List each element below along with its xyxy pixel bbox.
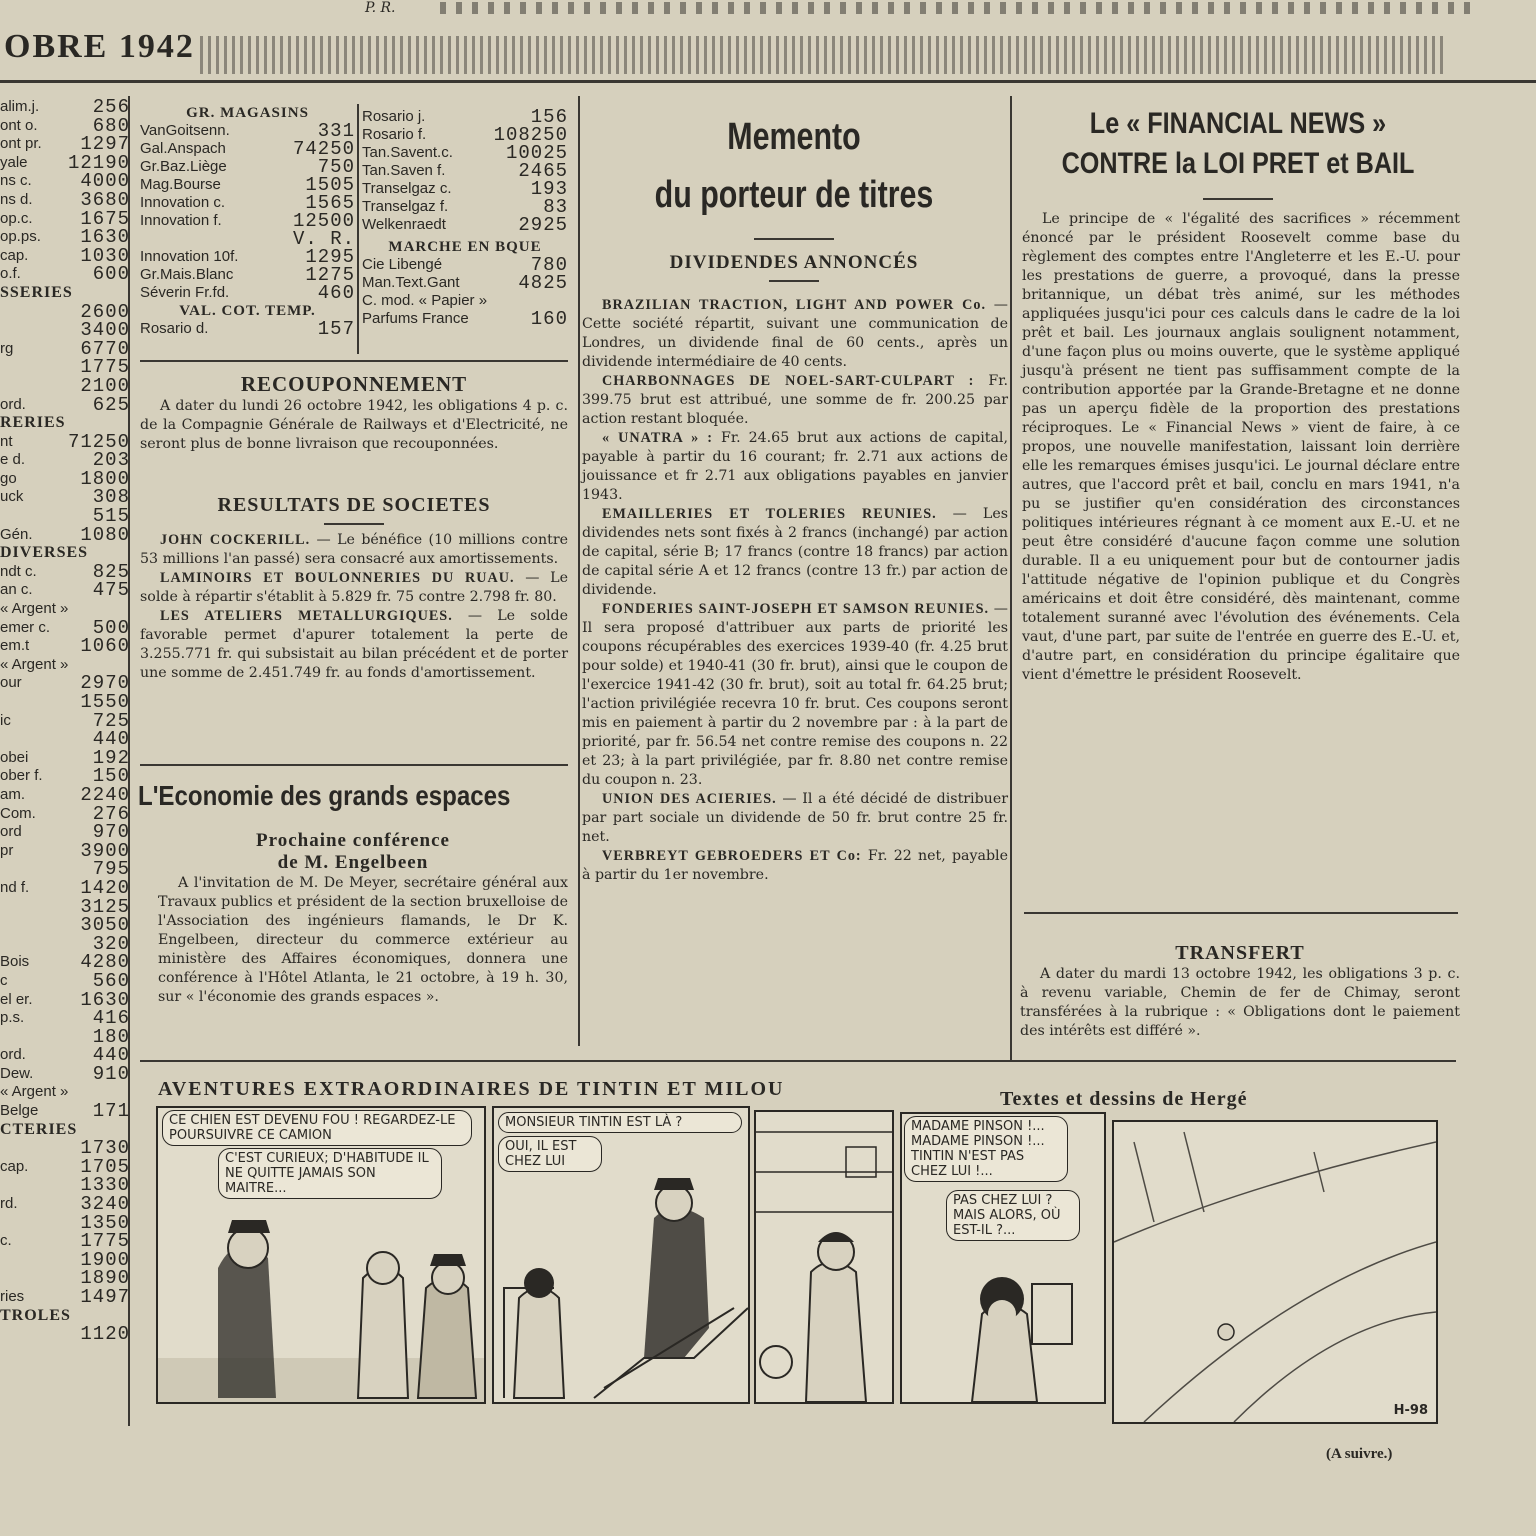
company-name: LES ATELIERS METALLURGIQUES. [160, 608, 453, 624]
stock-label: Innovation c. [140, 194, 226, 211]
memento-title-1: Memento [727, 116, 861, 158]
item-text: — Il sera proposé d'attribuer aux parts de priorité les coupons récupérables des exercices 1939-40 (fr. 4.25 brut pour solde) et 1940-41 (30 fr. brut), ainsi que le coupon de l'exercice 1941-42 (30 fr. brut), soit au total fr. 64.25 brut; l'action privilégiée recevra 10 fr. brut. Ces coupons seront mis en paiement à partir du 2 novembre par : à la part de priorité, par fr. 56.54 net contre remise des coupons n. 22 et 23; à la part privilégiée, par fr. 8.80 net contre remise du coupon n. 23. [582, 601, 1008, 788]
stock-price: 460 [317, 282, 355, 304]
news-item [140, 607, 568, 683]
comic-page-code: H-98 [1393, 1403, 1428, 1418]
stock-row [0, 265, 130, 284]
financial-text: Le principe de « l'égalité des sacrifices » récemment énoncé par le président Roosevelt comme base du règlement des comptes entre l'Angleterre et les E.-U. pour les prestations de guerre, a provoqué, dans la presse britannique, un débat très animé, sur les méthodes appliquées jusqu'ici pour ces calculs dans le cadre de la loi prêt et bail. Les journaux anglais soulignent notamment, d'une façon plus ou moins ouverte, que le système appliqué jusqu'à présent ne tient pas suffisamment compte de la contribution apportée par la Grande-Bretagne et ne donne pas un aperçu fidèle de la proportion des prestations réciproques. Le « Financial News » vient de faire, à ce propos, une nouvelle manifestation, laissant loin derrière elle les remarques émises jusqu'ici. Le journal déclare entre autres, que l'accord prêt et bail, conclu en mars 1941, n'a pu se justifier qu'en considération des circonstances politiques intérieures régnant à ce moment aux E.-U. et ne peut être considéré d'aucune façon comme une solution durable. Il a eu uniquement pour but de contourner jadis l'attitude négative de l'opinion publique et du Congrès américains et doit être considéré, dès maintenant, comme totalement suranné avec l'évolution des événements. Cela vaut, d'une part, par suite de l'entrée en guerre des E.-U. et, d'autre part, en considération du principe égalitaire que vient d'émettre le président Roosevelt. [1022, 211, 1460, 683]
section-rule [140, 360, 568, 362]
stock-price: 440 [92, 728, 130, 751]
company-name: VERBREYT GEBROEDERS ET Co: [602, 848, 862, 864]
company-name: CHARBONNAGES DE NOEL-SART-CULPART : [602, 373, 975, 389]
stock-price: 500 [92, 616, 130, 639]
news-item [582, 847, 1008, 885]
company-name: JOHN COCKERILL. [160, 532, 311, 548]
stock-section-heading: CTERIES [0, 1120, 78, 1138]
stock-label: ord. [0, 395, 26, 413]
stock-row [140, 284, 355, 302]
stock-price: 780 [530, 254, 568, 276]
stock-price: 3680 [80, 188, 130, 211]
comic-panel-3-drawing [756, 1112, 892, 1402]
stock-label: Rosario j. [362, 108, 426, 125]
stock-price: 4000 [80, 170, 130, 193]
stock-row [0, 916, 130, 935]
stock-label: am. [0, 785, 26, 803]
stock-label: Innovation 10f. [140, 248, 239, 265]
stock-price: 2600 [80, 300, 130, 323]
stock-section-heading: VAL. COT. TEMP. [179, 303, 316, 319]
stock-row [0, 1062, 130, 1085]
stock-row [0, 1288, 130, 1307]
stock-section-heading: RERIES [0, 414, 66, 432]
stock-label: Gal.Anspach [140, 140, 226, 157]
recouponnement-text: A dater du lundi 26 octobre 1942, les obligations 4 p. c. de la Compagnie Générale de Railways et d'Electricité, ne seront plus de bonne livraison que recouponnées. [140, 398, 568, 452]
stock-price: 180 [92, 1025, 130, 1048]
stock-row [140, 320, 355, 338]
title-rule [324, 523, 384, 525]
stock-row [362, 216, 568, 234]
stock-label: « Argent » [0, 655, 69, 673]
stock-label: ont pr. [0, 135, 42, 153]
economie-text: A l'invitation de M. De Meyer, secrétaire général aux Travaux publics et président de la section bruxelloise de l'Association des ingénieurs flamands, le Dr K. Engelbeen, directeur du commerce extérieur au ministère des Affaires économiques, donnera une conférence à l'Hôtel Atlanta, le 21 octobre, à 19 h. 30, sur « l'économie des grands espaces ». [158, 875, 568, 1005]
stock-row [0, 1102, 130, 1121]
stock-price: 4825 [518, 272, 568, 294]
item-text: — Cette société répartit, suivant une communication de Londres, un dividende final de 60 cents., après un dividende intermédiaire de 40 cents. [582, 297, 1008, 370]
stock-price: 1800 [80, 467, 130, 490]
stock-price: 1330 [80, 1174, 130, 1197]
title-rule [1203, 198, 1273, 200]
transfert-text: A dater du mardi 13 octobre 1942, les obligations 3 p. c. à revenu variable, Chemin de fer de Chimay, seront transférées à la rubrique : « Obligations dont le paiement des intérêts est différé ». [1020, 966, 1460, 1039]
comic-bubble: MONSIEUR TINTIN EST LÀ ? [498, 1112, 742, 1133]
stock-price: 1297 [80, 133, 130, 156]
comic-panel-4 [900, 1112, 1106, 1404]
stock-row [0, 600, 130, 619]
stock-label: e d. [0, 451, 26, 469]
stock-price: 4280 [80, 951, 130, 974]
stock-price: 2100 [80, 374, 130, 397]
stock-label: Tan.Saven f. [362, 162, 446, 179]
stock-row [0, 876, 130, 899]
stock-price: 12190 [67, 151, 130, 174]
stock-price: 1550 [80, 691, 130, 713]
stock-label: pr [0, 841, 14, 859]
stock-label: Transelgaz f. [362, 198, 449, 215]
financial-news-section [1016, 104, 1460, 685]
stock-price: 1890 [80, 1267, 130, 1290]
stock-row [0, 823, 130, 842]
stock-label: Gén. [0, 525, 33, 543]
stock-price: 1030 [80, 244, 130, 267]
company-name: EMAILLERIES ET TOLERIES REUNIES. [602, 506, 937, 522]
stock-price: 157 [317, 318, 355, 340]
stock-label: Tan.Savent.c. [362, 144, 453, 161]
stock-price: 1060 [80, 635, 130, 658]
comic-panel-2 [492, 1106, 750, 1404]
stock-price: 1775 [80, 1230, 130, 1253]
stock-label: ont o. [0, 116, 38, 134]
stock-list-magasins [140, 104, 355, 338]
stock-label: Gr.Mais.Blanc [140, 266, 234, 283]
stock-price: 320 [92, 932, 130, 955]
stock-price: 308 [92, 486, 130, 509]
stock-price: 108250 [493, 124, 568, 146]
stock-price: 2925 [518, 214, 568, 236]
stock-row [0, 321, 130, 340]
stock-row [0, 1325, 130, 1344]
stock-label: Man.Text.Gant [362, 274, 460, 291]
stock-price: 3900 [80, 839, 130, 862]
stock-row [362, 274, 568, 292]
stock-price: 3400 [80, 319, 130, 342]
stock-label: yale [0, 153, 28, 171]
stock-price: 203 [92, 449, 130, 472]
stock-label: Mag.Bourse [140, 176, 221, 193]
stock-price: 150 [92, 765, 130, 788]
economie-subtitle-2: de M. Engelbeen [277, 852, 429, 873]
item-text: — Les dividendes nets sont fixés à 2 francs (inchangé) par action de capital, série B; 17 francs (contre 18 francs) par action de capital série A et 12 francs (contre 13 fr.) par action de dividende. [582, 506, 1008, 598]
stock-section-heading: DIVERSES [0, 544, 89, 562]
stock-label: o.f. [0, 265, 21, 283]
stock-price: 1505 [305, 174, 355, 196]
stock-section-heading: TROLES [0, 1306, 71, 1324]
stock-price: 725 [92, 709, 130, 732]
stock-label: C. mod. « Papier » [362, 292, 488, 309]
marche-heading: MARCHE EN BQUE [388, 239, 542, 255]
company-name: « UNATRA » : [602, 430, 713, 446]
stock-price: 1900 [80, 1248, 130, 1271]
stock-price: 825 [92, 560, 130, 583]
stock-label: our [0, 674, 22, 692]
stock-price: 3240 [80, 1193, 130, 1216]
economie-subtitle-1: Prochaine conférence [256, 830, 450, 851]
stock-label: ns c. [0, 172, 32, 190]
stock-price: 256 [92, 96, 130, 118]
news-item [582, 790, 1008, 847]
stock-list-left [0, 98, 130, 1344]
stock-label: Belge [0, 1102, 39, 1120]
stock-price: 515 [92, 505, 130, 528]
stock-price: 3125 [80, 895, 130, 918]
item-text: — Le solde à répartir s'établit à 5.829 fr. 75 contre 2.798 fr. 80. [140, 570, 568, 605]
item-text: Fr. 24.65 brut aux actions de capital, payable à partir du 16 courant; fr. 2.71 aux actions de jouissance et fr 2.71 aux obligations payables en janvier 1943. [582, 430, 1008, 503]
stock-label: go [0, 469, 17, 487]
stock-price: 795 [92, 858, 130, 881]
news-item [582, 429, 1008, 505]
stock-label: c [0, 971, 8, 989]
column-rule [1010, 96, 1012, 1062]
stock-price: 1705 [80, 1155, 130, 1178]
column-rule [357, 104, 359, 354]
stock-price: 475 [92, 579, 130, 602]
stock-price: 750 [317, 156, 355, 178]
stock-label: Cie Libengé [362, 256, 443, 273]
stock-price: 1565 [305, 192, 355, 214]
section-rule [140, 1060, 1456, 1062]
stock-label: Parfums France [362, 310, 469, 327]
recouponnement-section [140, 372, 568, 454]
stock-price: 193 [530, 178, 568, 200]
stock-label: rg [0, 339, 14, 357]
stock-label: Innovation f. [140, 212, 222, 229]
stock-price: 1675 [80, 207, 130, 230]
stock-price: 1120 [80, 1323, 130, 1346]
stock-label: « Argent » [0, 600, 69, 618]
stock-price: 6770 [80, 337, 130, 360]
stock-price: 910 [92, 1062, 130, 1085]
stock-price: 416 [92, 1007, 130, 1030]
stock-label: em.t [0, 637, 30, 655]
stock-label: cap. [0, 246, 29, 264]
stock-price: 2970 [80, 672, 130, 695]
stock-label: el er. [0, 990, 33, 1008]
stock-label: op.ps. [0, 228, 41, 246]
economie-section [138, 776, 568, 1007]
title-rule [769, 280, 819, 282]
stock-price: 71250 [67, 430, 130, 453]
comic-title: AVENTURES EXTRAORDINAIRES DE TINTIN ET MILOU [158, 1078, 785, 1100]
stock-label: rd. [0, 1195, 18, 1213]
stock-label: Bois [0, 953, 30, 971]
company-name: FONDERIES SAINT-JOSEPH ET SAMSON REUNIES. [602, 601, 990, 617]
stock-price: 276 [92, 802, 130, 825]
stock-row [0, 730, 130, 749]
comic-bubble: MADAME PINSON !... MADAME PINSON !... TINTIN N'EST PAS CHEZ LUI !... [904, 1116, 1068, 1182]
stock-price: 1775 [80, 356, 130, 379]
section-rule [1024, 912, 1458, 914]
news-item [582, 600, 1008, 790]
stock-row [0, 228, 130, 247]
stock-row [0, 523, 130, 546]
stock-label: ord [0, 823, 22, 841]
comic-panel-5-drawing [1114, 1122, 1436, 1422]
stock-price: 10025 [505, 142, 568, 164]
item-text: Fr. 399.75 brut est attribué, une somme de fr. 200.25 par action restant bloquée. [582, 373, 1008, 427]
stock-label: Dew. [0, 1064, 34, 1082]
recouponnement-title: RECOUPONNEMENT [240, 372, 468, 396]
item-text: — Il a été décidé de distribuer par part sociale un dividende de 50 fr. brut contre 25 fr. net. [582, 791, 1008, 845]
stock-label: nt [0, 432, 13, 450]
stock-label: obei [0, 748, 29, 766]
comic-panel-3 [754, 1110, 894, 1404]
stock-label: Gr.Baz.Liège [140, 158, 227, 175]
stock-price: 160 [530, 308, 568, 330]
stock-price: 1295 [305, 246, 355, 268]
stock-label: Welkenraedt [362, 216, 446, 233]
company-name: BRAZILIAN TRACTION, LIGHT AND POWER Co. [602, 297, 987, 313]
stock-section-heading: SSERIES [0, 283, 73, 301]
item-text: Fr. 22 net, payable à partir du 1er novembre. [582, 848, 1008, 883]
comic-panel-5 [1112, 1120, 1438, 1424]
stock-price: 560 [92, 969, 130, 992]
stock-price: 83 [543, 196, 568, 218]
memento-title-2: du porteur de titres [654, 174, 934, 216]
stock-label: op.c. [0, 209, 33, 227]
stock-price: 1420 [80, 876, 130, 899]
news-item [582, 372, 1008, 429]
stock-price: 440 [92, 1044, 130, 1067]
stock-row [362, 310, 568, 328]
stock-row [362, 180, 568, 198]
stock-price: 600 [92, 263, 130, 286]
stock-label: ic [0, 711, 11, 729]
a-suivre: (A suivre.) [1326, 1446, 1393, 1462]
stock-price: 2240 [80, 783, 130, 806]
stock-price: 680 [92, 114, 130, 137]
stock-price: 12500 [292, 210, 355, 232]
comic-bubble: OUI, IL EST CHEZ LUI [498, 1136, 602, 1172]
header-ornament [200, 36, 1446, 74]
stock-price: 1275 [305, 264, 355, 286]
stock-label: alim.j. [0, 98, 40, 115]
stock-label: an c. [0, 581, 33, 599]
stock-row [0, 783, 130, 806]
stock-label: emer c. [0, 618, 51, 636]
title-rule [754, 238, 834, 240]
item-text: — Le solde favorable permet d'apurer totalement la perte de 3.255.771 fr. qui subsistait au bilan précédent et de porter une somme de 2.451.749 fr. au fonds d'amortissement. [140, 608, 568, 681]
economie-title: L'Economie des grands espaces [138, 780, 511, 811]
stock-label: ober f. [0, 767, 43, 785]
stock-label: Com. [0, 804, 36, 822]
stock-price: 625 [92, 393, 130, 416]
news-item [582, 296, 1008, 372]
stock-label: c. [0, 1232, 12, 1250]
comic-bubble: C'EST CURIEUX; D'HABITUDE IL NE QUITTE JAMAIS SON MAITRE... [218, 1148, 442, 1199]
stock-row [0, 507, 130, 526]
comic-bubble: CE CHIEN EST DEVENU FOU ! REGARDEZ-LE POURSUIVRE CE CAMION [162, 1110, 472, 1146]
stock-label: nd f. [0, 878, 30, 896]
stock-price: 192 [92, 746, 130, 769]
header-initials: P. R. [365, 0, 396, 16]
stock-row [0, 374, 130, 397]
transfert-section [1020, 942, 1460, 1041]
stock-label: « Argent » [0, 1083, 69, 1101]
news-item [140, 569, 568, 607]
transfert-title: TRANSFERT [1175, 942, 1305, 964]
header-date: OBRE 1942 [4, 28, 195, 65]
stock-price: V. R. [292, 228, 355, 250]
stock-label: ord. [0, 1046, 26, 1064]
company-name: UNION DES ACIERIES. [602, 791, 777, 807]
stock-price: 74250 [292, 138, 355, 160]
stock-label: uck [0, 488, 24, 506]
company-name: LAMINOIRS ET BOULONNERIES DU RUAU. [160, 570, 515, 586]
stock-label: Transelgaz c. [362, 180, 452, 197]
stock-row [0, 1009, 130, 1028]
stock-label: VanGoitsenn. [140, 122, 230, 139]
header-ornament-top [440, 2, 1480, 14]
stock-label: Séverin Fr.fd. [140, 284, 230, 301]
stock-price: 1630 [80, 226, 130, 249]
section-rule [140, 764, 568, 766]
stock-price: 171 [92, 1100, 130, 1123]
magasins-heading: GR. MAGASINS [186, 105, 309, 121]
stock-label: cap. [0, 1157, 29, 1175]
stock-label: ries [0, 1288, 25, 1305]
resultats-title: RESULTATS DE SOCIETES [217, 494, 491, 516]
stock-row [0, 98, 130, 117]
financial-title-2: CONTRE la LOI PRET et BAIL [1061, 147, 1415, 180]
stock-label: p.s. [0, 1009, 25, 1027]
stock-row [0, 393, 130, 416]
stock-row [0, 693, 130, 712]
memento-section [580, 108, 1008, 885]
stock-row [0, 1195, 130, 1214]
stock-price: 1497 [80, 1286, 130, 1308]
comic-panel-1 [156, 1106, 486, 1404]
stock-label: ns d. [0, 190, 33, 208]
news-item [582, 505, 1008, 600]
stock-list-rosario [362, 108, 568, 328]
stock-price: 331 [317, 120, 355, 142]
resultats-section [140, 494, 568, 683]
memento-subtitle: DIVIDENDES ANNONCÉS [669, 252, 919, 273]
stock-price: 1630 [80, 988, 130, 1011]
stock-label: ndt c. [0, 562, 37, 580]
stock-price: 156 [530, 106, 568, 128]
stock-price: 3050 [80, 914, 130, 937]
stock-price: 2465 [518, 160, 568, 182]
stock-row [0, 637, 130, 656]
comic-credit: Textes et dessins de Hergé [1000, 1088, 1248, 1110]
item-text: — Le bénéfice (10 millions contre 53 millions l'an passé) sera consacré aux amortissements. [140, 532, 568, 567]
stock-row [0, 581, 130, 600]
stock-price: 1730 [80, 1137, 130, 1160]
stock-label: Rosario d. [140, 320, 209, 337]
stock-row [0, 135, 130, 154]
stock-label: Rosario f. [362, 126, 427, 143]
stock-row [0, 969, 130, 992]
stock-price: 1080 [80, 523, 130, 546]
financial-title-1: Le « FINANCIAL NEWS » [1089, 107, 1387, 140]
stock-price: 970 [92, 821, 130, 844]
news-item [140, 531, 568, 569]
comic-bubble: PAS CHEZ LUI ? MAIS ALORS, OÙ EST-IL ?... [946, 1190, 1080, 1241]
stock-row [0, 188, 130, 211]
stock-price: 1350 [80, 1211, 130, 1234]
